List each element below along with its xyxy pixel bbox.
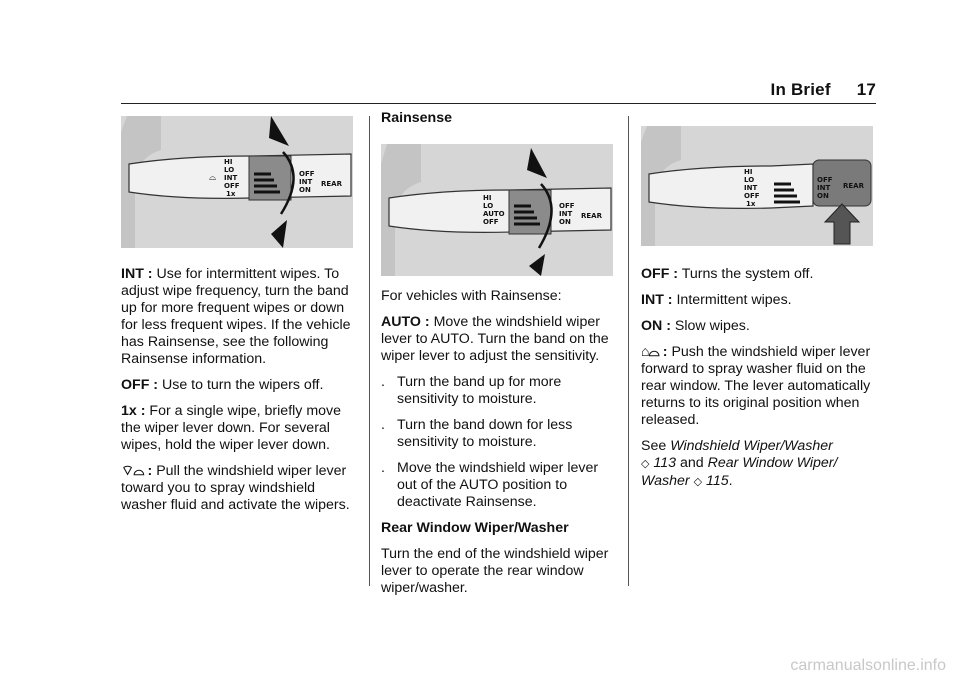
washer-definition: ⌔⌓ : Pull the windshield wiper lever toward you to spray windshield washer fluid and activate the wipers.: [121, 463, 350, 513]
lever-label-lo: LO: [744, 176, 755, 184]
int-definition: INT : Intermittent wipes.: [641, 292, 792, 308]
wiper-lever-figure-1: [121, 116, 353, 248]
wiper-icon: ⌓: [209, 172, 217, 182]
header-rule: [121, 103, 876, 104]
lever-label-rear: REAR: [321, 180, 342, 188]
column-2: [381, 288, 619, 606]
lever-label-int: INT: [744, 184, 758, 192]
lever-label-lo: LO: [224, 166, 235, 174]
lever-label-rear: REAR: [581, 212, 602, 220]
page-ref-icon: ◇: [641, 458, 650, 470]
wiper-lever-figure-rear: [641, 126, 873, 246]
see-also: See Windshield Wiper/Washer ◇ 113 and Rear Window Wiper/ Washer ◇ 115.: [641, 438, 838, 489]
list-item: . Move the windshield wiper lever out of the AUTO position to deactivate Rainsense.: [381, 460, 599, 510]
column-3: [641, 266, 873, 500]
section-title: In Brief: [770, 80, 831, 99]
lever-label-rear-on: ON: [817, 192, 829, 200]
lever-label-auto: AUTO: [483, 210, 505, 218]
lever-label-1x: 1x: [746, 200, 756, 208]
list-item: . Turn the band down for less sensitivity to moisture.: [381, 417, 573, 450]
lever-label-lo: LO: [483, 202, 494, 210]
watermark: carmanualsonline.info: [790, 657, 946, 674]
lever-label-hi: HI: [224, 158, 233, 166]
wiper-lever-figure-rainsense: [381, 144, 613, 276]
auto-definition: AUTO : Move the windshield wiper lever to AUTO. Turn the band on the wiper lever to adjust the sensitivity.: [381, 314, 609, 364]
column-divider: [628, 116, 629, 586]
list-item: . Turn the band up for more sensitivity to moisture.: [381, 374, 562, 407]
lever-label-off: OFF: [483, 218, 499, 226]
page-number: 17: [856, 80, 876, 99]
bullet-icon: .: [381, 374, 385, 390]
link-windshield-wiper[interactable]: Windshield Wiper/Washer: [670, 438, 833, 454]
rear-wiper-title: Rear Window Wiper/Washer: [381, 520, 569, 536]
lever-label-rear-off: OFF: [559, 202, 575, 210]
on-definition: ON : Slow wipes.: [641, 318, 750, 334]
1x-definition: 1x : For a single wipe, briefly move the wiper lever down. For several wipes, hold the wiper lever down.: [121, 403, 342, 453]
rear-wiper-text: Turn the end of the windshield wiper lever to operate the rear window wiper/washer.: [381, 546, 609, 596]
windshield-washer-icon: ⌔⌓: [121, 463, 144, 479]
footer: [0, 656, 960, 678]
bullet-icon: .: [381, 417, 385, 433]
lever-label-off: OFF: [224, 182, 240, 190]
column-divider: [369, 116, 370, 586]
page-header: [771, 80, 876, 100]
page-ref-icon: ◇: [693, 476, 703, 488]
off-definition: OFF : Use to turn the wipers off.: [121, 377, 324, 393]
lever-label-hi: HI: [744, 168, 753, 176]
lever-label-rear-int: INT: [559, 210, 573, 218]
lever-label-int: INT: [224, 174, 238, 182]
link-rear-wiper[interactable]: Rear Window Wiper/ Washer: [641, 455, 838, 489]
bullet-icon: .: [381, 460, 385, 476]
lever-label-1x: 1x: [226, 190, 236, 198]
rainsense-title: Rainsense: [381, 110, 452, 126]
rainsense-intro: For vehicles with Rainsense:: [381, 288, 562, 304]
lever-label-rear-int: INT: [299, 178, 313, 186]
lever-label-rear-on: ON: [559, 218, 571, 226]
lever-label-off: OFF: [744, 192, 760, 200]
page-ref-115[interactable]: 115: [706, 473, 729, 489]
lever-label-rear: REAR: [843, 182, 864, 190]
lever-label-rear-int: INT: [817, 184, 831, 192]
rear-washer-definition: ⌂⌓ : Push the windshield wiper lever forward to spray washer fluid on the rear window. The lever automatically returns to its original position when released.: [641, 344, 871, 428]
column-1: [121, 266, 356, 523]
lever-label-rear-off: OFF: [299, 170, 315, 178]
int-definition: INT : Use for intermittent wipes. To adjust wipe frequency, turn the band up for more frequent wipes or down for less frequent wipes. If the vehicle has Rainsense, see the following Rainsense information.: [121, 266, 351, 367]
off-definition: OFF : Turns the system off.: [641, 266, 814, 282]
lever-label-rear-off: OFF: [817, 176, 833, 184]
rainsense-heading-block: [381, 110, 616, 136]
lever-label-hi: HI: [483, 194, 492, 202]
page-ref-113[interactable]: 113: [653, 455, 677, 471]
rear-washer-icon: ⌂⌓: [641, 344, 659, 360]
lever-label-rear-on: ON: [299, 186, 311, 194]
